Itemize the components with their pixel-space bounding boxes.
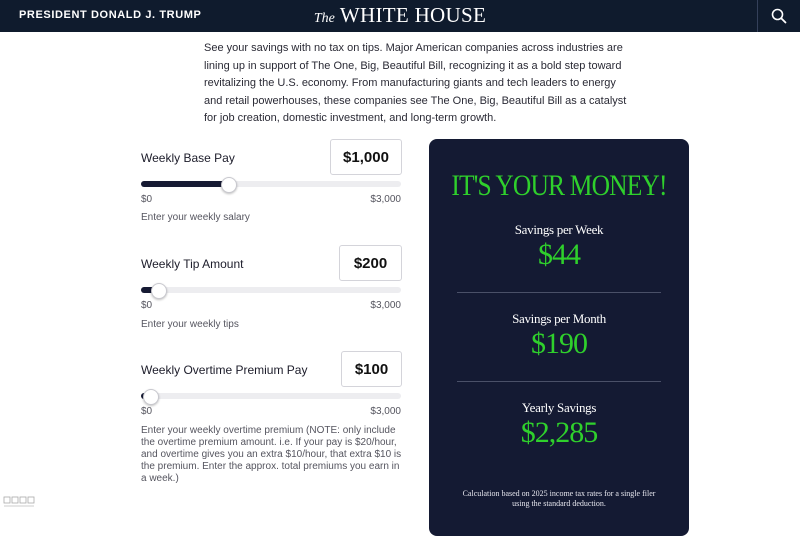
intro-paragraph: See your savings with no tax on tips. Major American companies across industries are lining up in support of The One, Big, Beautiful Bill, recognizing it as a bold step toward revitalizing the U.S. economy. From manufacturing giants and tech leaders to energy and retail powerhouses, these companies see The One, Big, Beautiful Bill as a catalyst for job creation, domestic investment, and long-term growth. bbox=[204, 42, 627, 124]
base-pay-input[interactable]: $1,000 bbox=[330, 139, 402, 175]
base-pay-slider-fill bbox=[141, 181, 228, 187]
tips-label: Weekly Tip Amount bbox=[141, 257, 244, 271]
results-divider bbox=[457, 292, 661, 293]
logo-name: WHITE HOUSE bbox=[339, 3, 487, 27]
overtime-max: $3,000 bbox=[370, 406, 401, 417]
tips-slider-thumb[interactable] bbox=[151, 283, 167, 299]
white-house-logo[interactable] bbox=[0, 3, 800, 28]
watermark-logo bbox=[3, 496, 39, 511]
week-savings-value: $44 bbox=[538, 238, 580, 271]
overtime-min: $0 bbox=[141, 406, 153, 417]
watermark-icon bbox=[3, 496, 37, 508]
year-savings-label: Yearly Savings bbox=[521, 400, 597, 415]
week-savings-label: Savings per Week bbox=[514, 222, 604, 237]
base-pay-label: Weekly Base Pay bbox=[141, 151, 235, 165]
base-pay-slider-thumb[interactable] bbox=[221, 177, 237, 193]
top-nav-bar bbox=[0, 0, 800, 32]
logo-the: The bbox=[313, 11, 335, 26]
base-pay-min: $0 bbox=[141, 194, 153, 205]
results-title: IT'S YOUR MONEY! bbox=[451, 169, 667, 202]
calculation-note: Calculation based on 2025 income tax rates for a single filer using the standard deduction. bbox=[462, 489, 656, 508]
base-pay-help: Enter your weekly salary bbox=[141, 212, 250, 223]
results-divider bbox=[457, 381, 661, 382]
savings-results-panel bbox=[429, 139, 689, 536]
overtime-help: Enter your weekly overtime premium (NOTE: only include the overtime premium amount. i.e. If your pay is $20/hour, and overtime gives you an extra $10/hour, that extra $10 is the premium. Enter the approx. total premiums you earn in a week.) bbox=[141, 425, 402, 484]
tips-help: Enter your weekly tips bbox=[141, 319, 239, 330]
overtime-slider[interactable] bbox=[141, 393, 401, 399]
president-link[interactable]: PRESIDENT DONALD J. TRUMP bbox=[19, 9, 202, 21]
base-pay-max: $3,000 bbox=[370, 194, 401, 205]
overtime-label: Weekly Overtime Premium Pay bbox=[141, 363, 308, 377]
month-savings-value: $190 bbox=[531, 327, 587, 360]
overtime-slider-thumb[interactable] bbox=[143, 389, 159, 405]
tips-min: $0 bbox=[141, 300, 153, 311]
search-icon bbox=[771, 8, 787, 24]
base-pay-slider[interactable] bbox=[141, 181, 401, 187]
tips-slider[interactable] bbox=[141, 287, 401, 293]
month-savings-label: Savings per Month bbox=[512, 311, 606, 326]
tips-max: $3,000 bbox=[370, 300, 401, 311]
tips-input[interactable]: $200 bbox=[339, 245, 402, 281]
overtime-input[interactable]: $100 bbox=[341, 351, 402, 387]
search-button[interactable] bbox=[757, 0, 800, 32]
year-savings-value: $2,285 bbox=[520, 416, 598, 449]
